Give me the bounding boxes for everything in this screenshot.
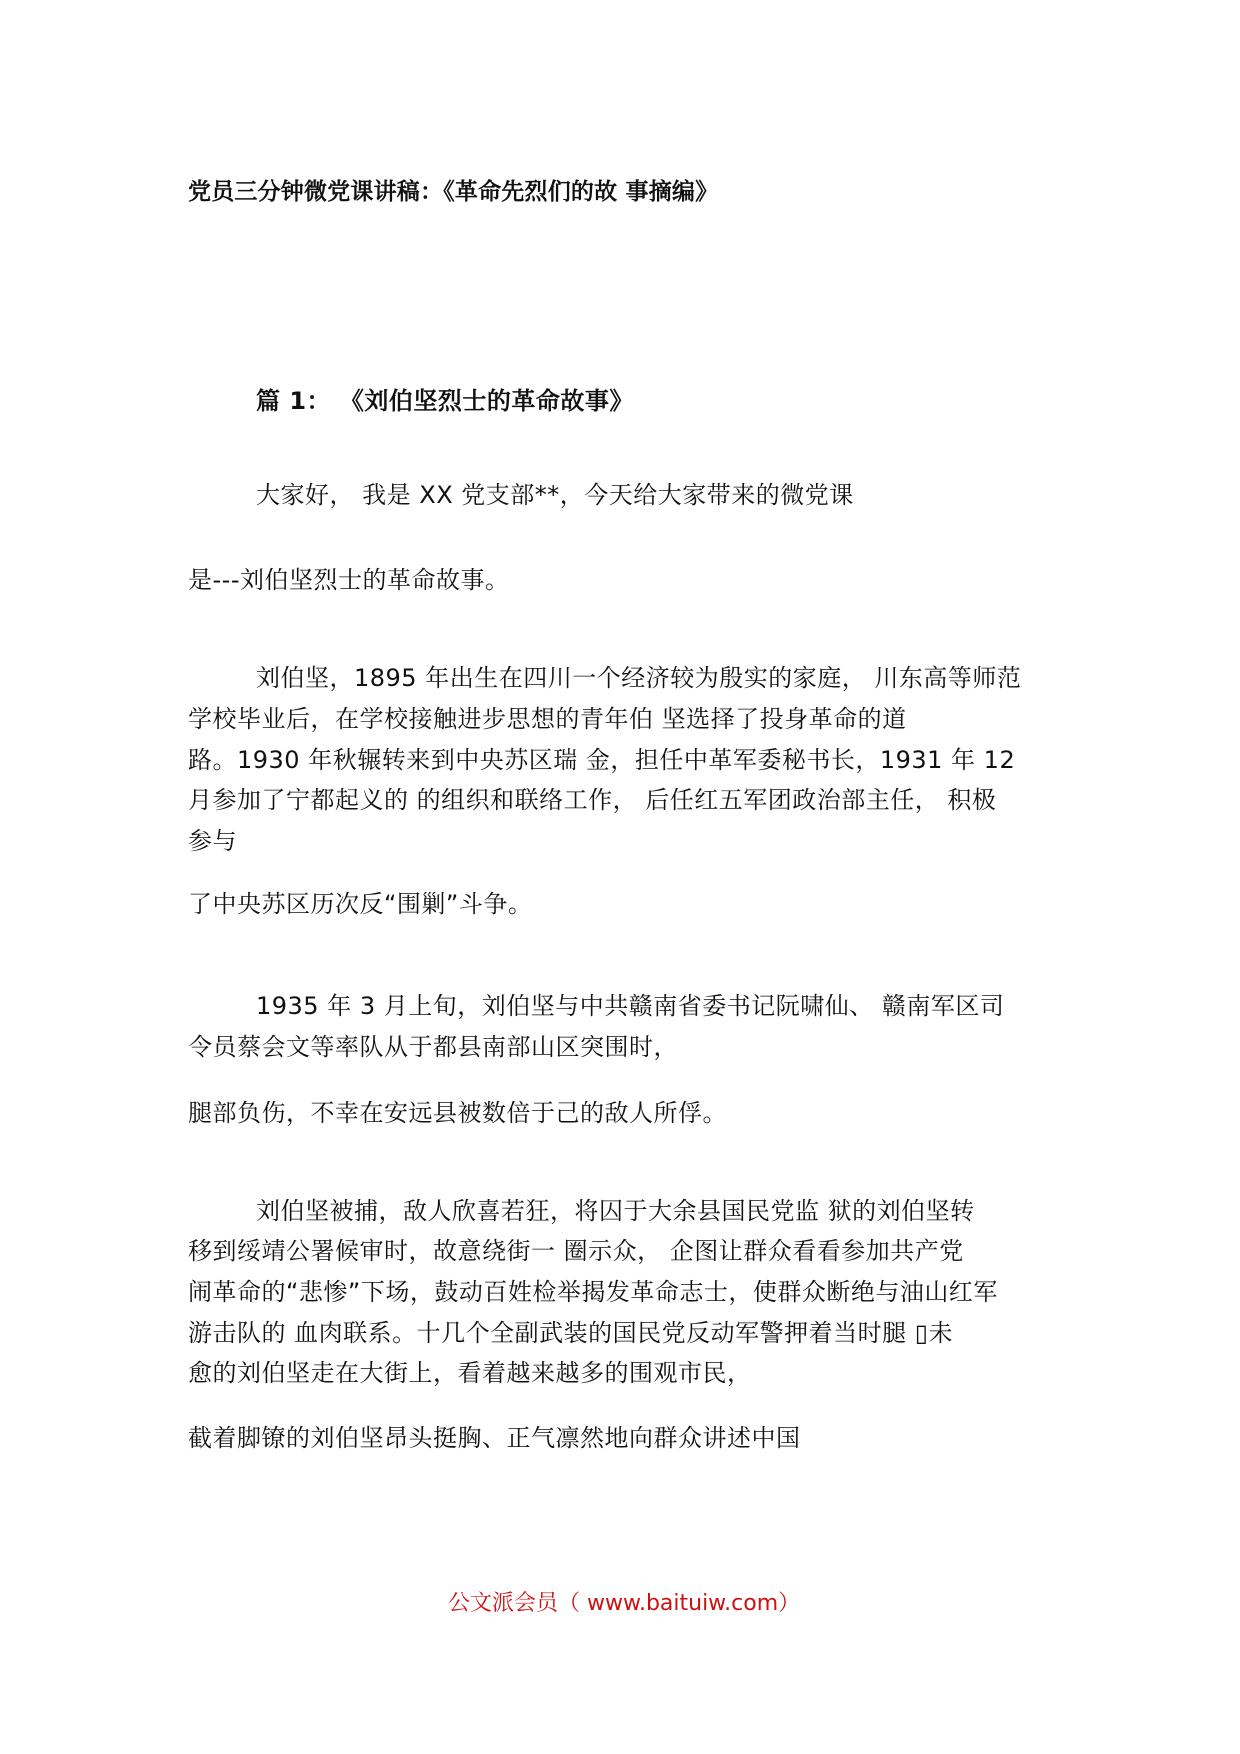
paragraph-line: 令员蔡会文等率队从于都县南部山区突围时， <box>188 1033 678 1061</box>
paragraph-line: 了中央苏区历次反“围剿”斗争。 <box>188 890 533 918</box>
paragraph-line: 1935 年 3 月上旬，刘伯坚与中共赣南省委书记阮啸仙、 赣南军区司 <box>256 992 1005 1020</box>
paragraph-line: 刘伯坚，1895 年出生在四川一个经济较为殷实的家庭， 川东高等师范 <box>256 664 1022 692</box>
paragraph-line: 愈的刘伯坚走在大街上，看着越来越多的围观市民， <box>188 1359 752 1387</box>
section-heading: 篇 1： 《刘伯坚烈士的革命故事》 <box>256 387 634 415</box>
paragraph-line: 闹革命的“悲惨”下场，鼓动百姓检举揭发革命志士，使群众断绝与油山红军 <box>188 1278 998 1306</box>
footer-link[interactable]: 公文派会员（ www.baituiw.com） <box>448 1591 801 1616</box>
paragraph-line: 刘伯坚被捕，敌人欣喜若狂，将囚于大余县国民党监 狱的刘伯坚转 <box>256 1197 975 1225</box>
paragraph-line: 学校毕业后，在学校接触进步思想的青年伯 坚选择了投身革命的道 <box>188 705 907 733</box>
paragraph-line: 截着脚镣的刘伯坚昂头挺胸、正气凛然地向群众讲述中国 <box>188 1424 801 1452</box>
paragraph-line: 是---刘伯坚烈士的革命故事。 <box>188 566 510 594</box>
paragraph-line: 游击队的 血肉联系。十几个全副武装的国民党反动军警押着当时腿 ▯未 <box>188 1319 953 1347</box>
paragraph-line: 移到绥靖公署候审时，故意绕街一 圈示众， 企图让群众看看参加共产党 <box>188 1237 964 1265</box>
paragraph-line: 路。1930 年秋辗转来到中央苏区瑞 金，担任中革军委秘书长，1931 年 12 <box>188 746 1016 774</box>
paragraph-line: 腿部负伤，不幸在安远县被数倍于己的敌人所俘。 <box>188 1099 727 1127</box>
paragraph-line: 大家好， 我是 XX 党支部**，今天给大家带来的微党课 <box>256 481 854 509</box>
document-title: 党员三分钟微党课讲稿：《革命先烈们的故 事摘编》 <box>188 179 719 205</box>
paragraph-line: 参与 <box>188 827 237 855</box>
paragraph-line: 月参加了宁都起义的 的组织和联络工作， 后任红五军团政治部主任， 积极 <box>188 786 997 814</box>
